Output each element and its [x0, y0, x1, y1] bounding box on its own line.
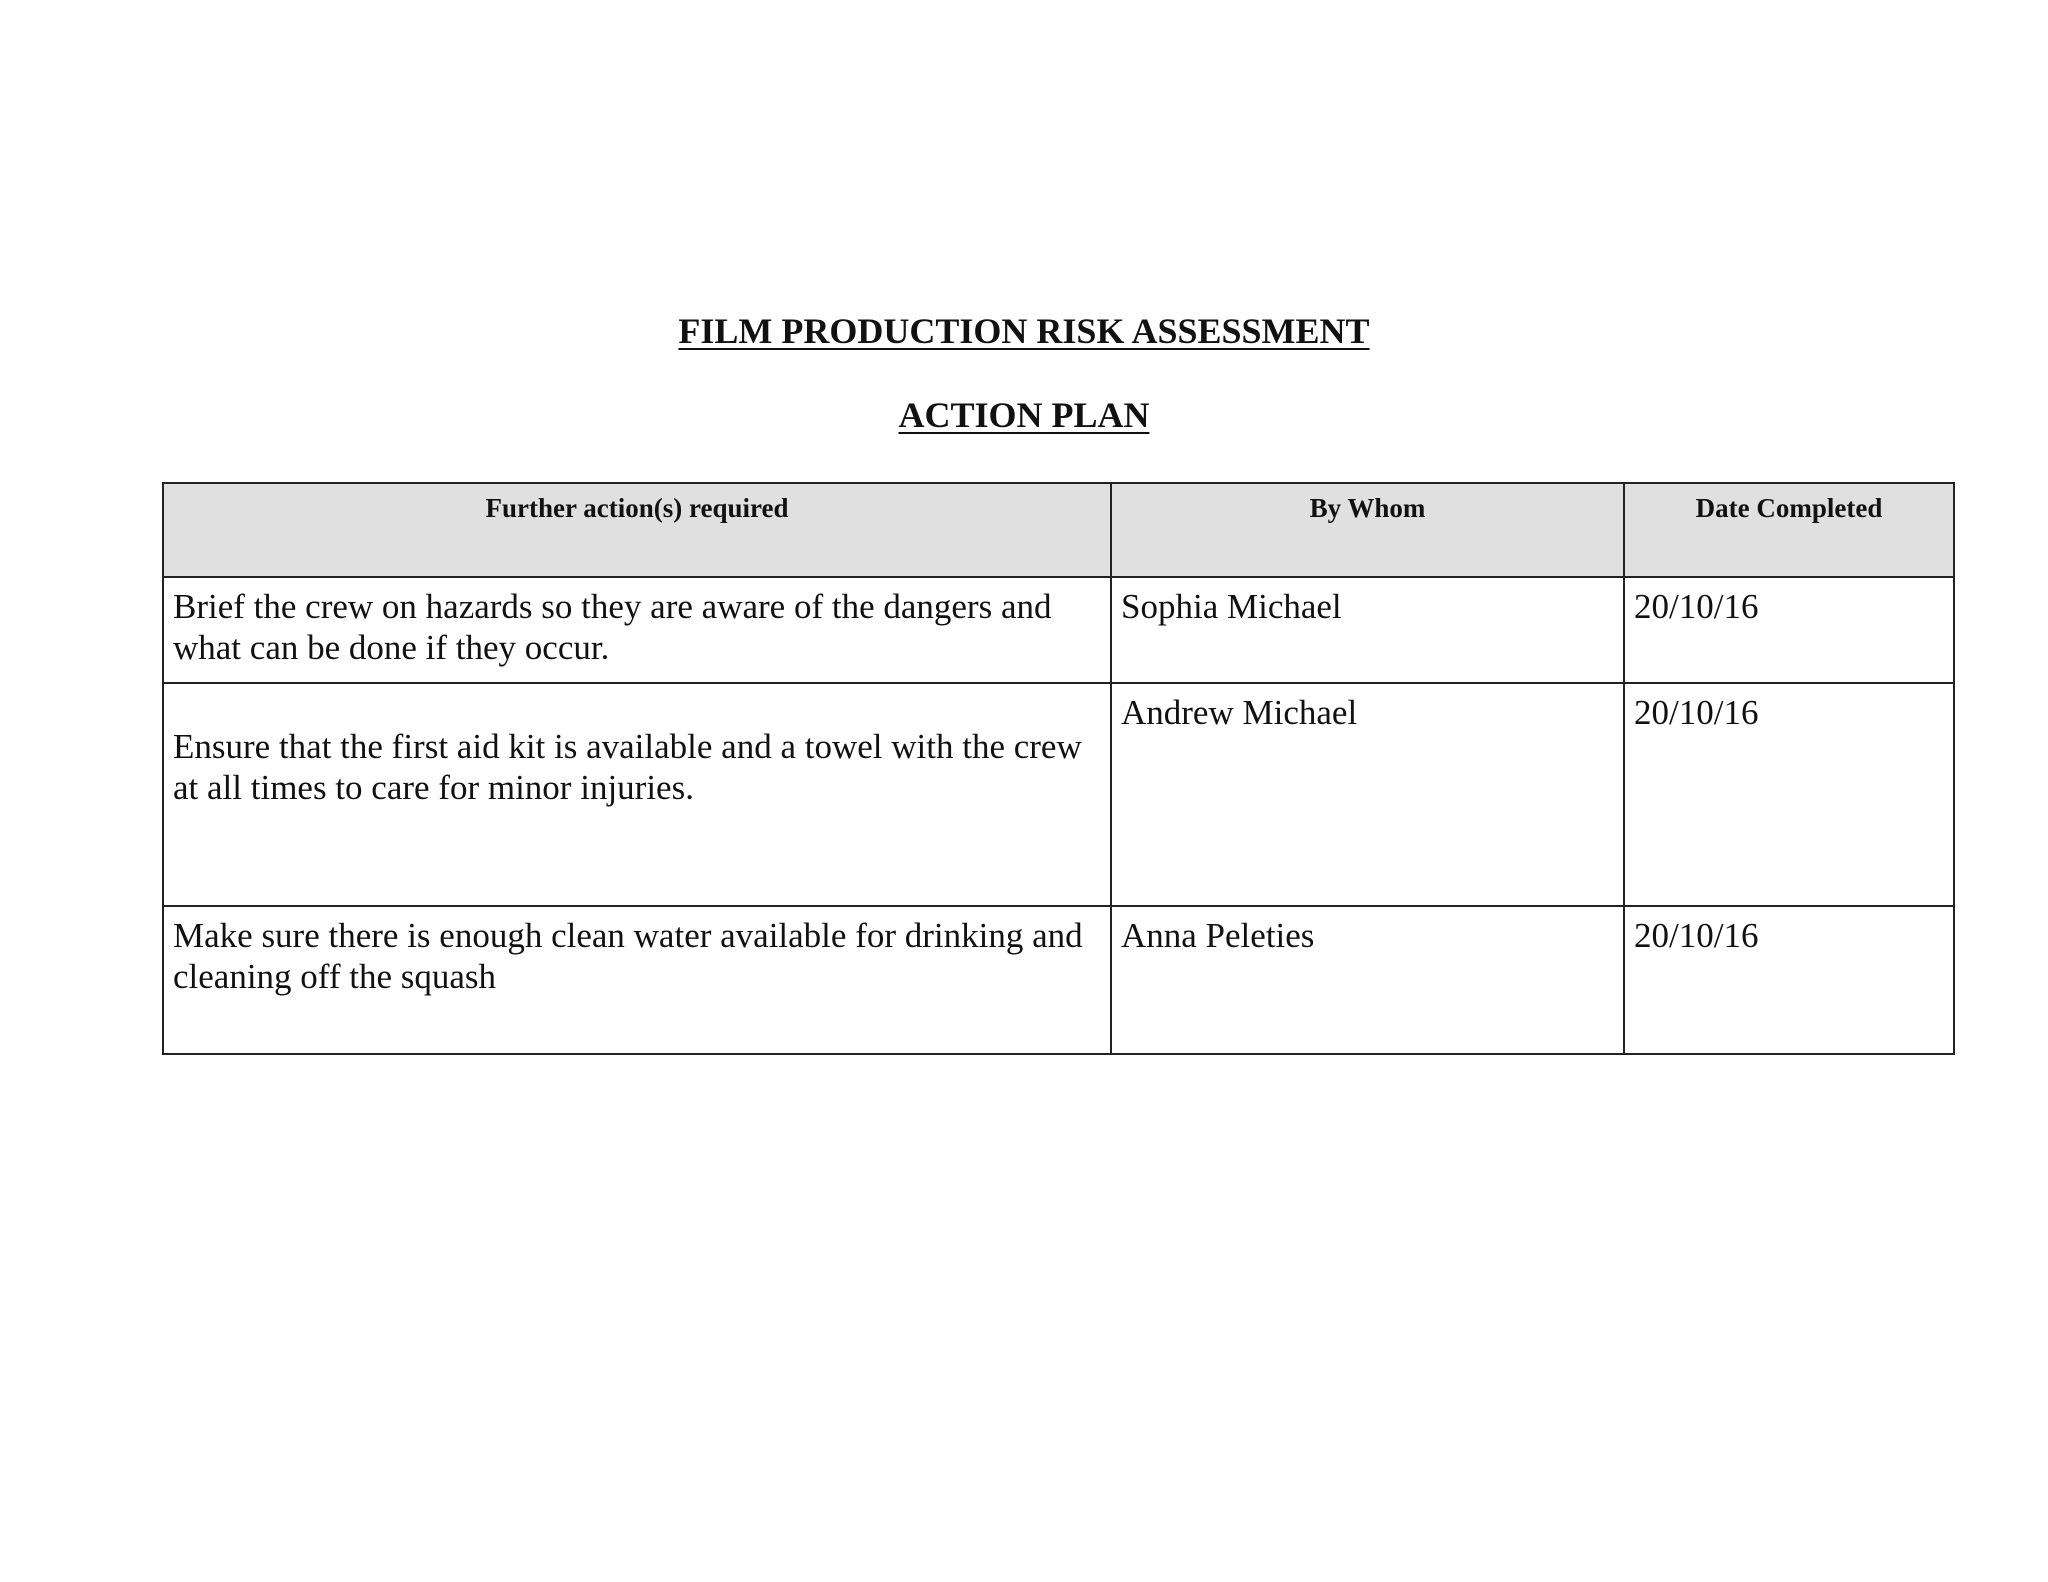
- action-plan-table: [162, 482, 1955, 1055]
- action-cell: Ensure that the first aid kit is available and a towel with the crew at all times to care for minor injuries.: [163, 683, 1111, 906]
- by-whom-cell: Sophia Michael: [1111, 577, 1624, 683]
- table-row: [163, 906, 1954, 1054]
- action-cell: Brief the crew on hazards so they are aware of the dangers and what can be done if they occur.: [163, 577, 1111, 683]
- by-whom-cell: Andrew Michael: [1111, 683, 1624, 906]
- header-date-completed: Date Completed: [1624, 483, 1954, 577]
- date-cell: 20/10/16: [1624, 683, 1954, 906]
- document-title: FILM PRODUCTION RISK ASSESSMENT: [678, 311, 1370, 351]
- by-whom-cell: Anna Peleties: [1111, 906, 1624, 1054]
- action-cell: Make sure there is enough clean water available for drinking and cleaning off the squash: [163, 906, 1111, 1054]
- document-subtitle: ACTION PLAN: [898, 395, 1150, 435]
- table-header-row: [163, 483, 1954, 577]
- table-row: [163, 683, 1954, 906]
- table-row: [163, 577, 1954, 683]
- date-cell: 20/10/16: [1624, 906, 1954, 1054]
- date-cell: 20/10/16: [1624, 577, 1954, 683]
- header-by-whom: By Whom: [1111, 483, 1624, 577]
- header-further-actions: Further action(s) required: [163, 483, 1111, 577]
